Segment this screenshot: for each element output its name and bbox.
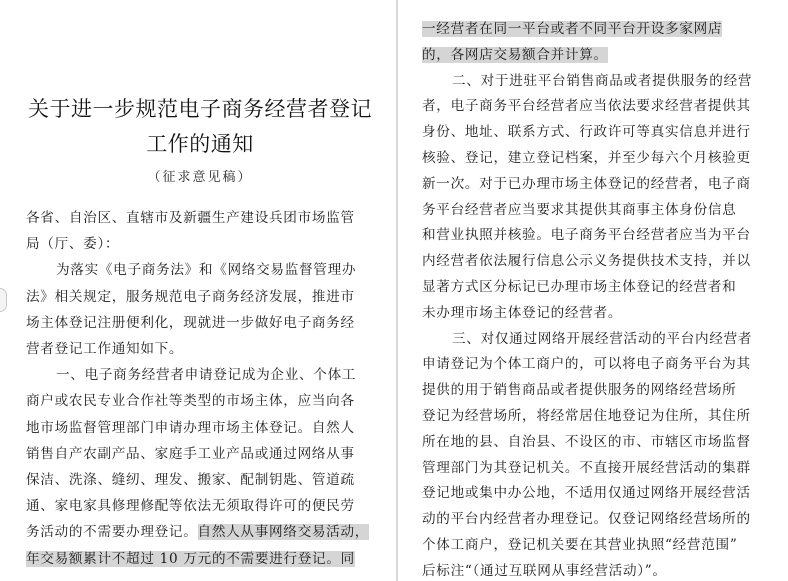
text-line xyxy=(26,519,369,545)
title-line-1: 关于进一步规范电子商务经营者登记 xyxy=(28,97,372,121)
text-line xyxy=(422,274,736,300)
text-line-content: 场主体登记注册便利化，现就进一步做好电子商务经 xyxy=(26,314,355,331)
text-line xyxy=(422,16,722,42)
text-line xyxy=(26,336,183,362)
text-line-content: 各省、自治区、直辖市及新疆生产建设兵团市场监管 xyxy=(26,210,355,226)
text-line-content: 登记为经营场所，将经常居住地登记为住所，其住所 xyxy=(422,408,751,424)
text-line-content: 管理部门为其登记机关。不直接开展经营活动的集群 xyxy=(422,459,751,476)
text-line xyxy=(422,119,751,145)
text-line xyxy=(422,42,608,68)
document-title xyxy=(20,92,380,162)
highlighted-text[interactable]: 的，各网店交易额合并计算。 xyxy=(422,46,608,63)
text-line xyxy=(422,222,751,248)
text-line xyxy=(26,231,119,257)
text-line-content: 登记地或集中办公地，不适用仅通过网络开展经营活 xyxy=(422,485,751,502)
text-line xyxy=(26,441,355,467)
text-line xyxy=(26,493,355,519)
page-edge-handle[interactable] xyxy=(0,288,7,312)
text-line xyxy=(422,558,667,581)
text-line xyxy=(422,171,751,197)
text-line xyxy=(26,205,355,231)
text-line xyxy=(26,284,355,310)
text-line-content: 销售自产农副产品、家庭手工业产品或通过网络从事 xyxy=(26,445,355,462)
text-line-content: 务平台经营者应当要求其提供其商事主体身份信息 xyxy=(422,201,737,218)
text-line xyxy=(26,467,355,493)
text-line-content: 法》相关规定，服务规范电子商务经济发展，推进市 xyxy=(26,288,355,305)
text-line xyxy=(26,388,355,414)
text-line-content: 者，电子商务平台经营者应当依法要求经营者提供其 xyxy=(422,98,751,115)
text-line xyxy=(422,145,751,171)
text-line-content: 为落实《电子商务法》和《网络交易监督管理办 xyxy=(56,262,357,279)
text-line-content: 申请登记为个体工商户的，可以将电子商务平台为其 xyxy=(422,356,751,373)
text-line-content: 未办理市场主体登记的经营者。 xyxy=(422,304,623,321)
text-line xyxy=(422,455,751,481)
text-line xyxy=(422,506,751,532)
text-line xyxy=(422,429,751,455)
text-line xyxy=(26,546,355,572)
text-line-content: 保洁、洗涤、缝纫、理发、搬家、配制钥匙、管道疏 xyxy=(26,472,355,488)
document-subtitle: （征求意见稿） xyxy=(147,170,253,185)
text-line-content: 身份、地址、联系方式、行政许可等真实信息并进行 xyxy=(422,124,751,141)
text-line-content: 个体工商户，登记机关要在其营业执照“经营范围” xyxy=(422,537,738,553)
text-line-content: 核验、登记，建立登记档案，并至少每六个月核验更 xyxy=(422,150,751,166)
text-line-content: 提供的用于销售商品或者提供服务的网络经营场所 xyxy=(422,382,737,399)
text-line-content: 和营业执照并核验。电子商务平台经营者应当为平台 xyxy=(422,227,751,244)
text-line-content: 二、对于进驻平台销售商品或者提供服务的经营 xyxy=(452,72,753,89)
text-line xyxy=(26,310,355,336)
highlighted-text[interactable]: 一经营者在同一平台或者不同平台开设多家网店 xyxy=(422,21,723,37)
text-line xyxy=(422,300,622,326)
text-line-content: 内经营者依法履行信息公示义务提供技术支持，并以 xyxy=(422,253,751,270)
highlighted-text[interactable]: 自然人从事网络交易活动， xyxy=(197,524,370,541)
text-line xyxy=(26,415,355,441)
text-line xyxy=(452,326,752,352)
text-line xyxy=(56,362,356,388)
text-line xyxy=(422,377,736,403)
text-line-content: 务活动的不需要办理登记。 xyxy=(26,524,198,541)
text-line-content: 营者登记工作通知如下。 xyxy=(26,341,184,357)
text-line xyxy=(452,68,752,94)
text-line xyxy=(422,480,751,506)
highlighted-text[interactable]: 年交易额累计不超过 10 万元的不需要进行登记。同 xyxy=(26,550,355,567)
text-line-content: 所在地的县、自治县、不设区的市、市辖区市场监督 xyxy=(422,433,751,450)
right-page xyxy=(398,0,788,581)
text-line xyxy=(422,248,751,274)
text-line xyxy=(422,197,736,223)
text-line-content: 三、对仅通过网络开展经营活动的平台内经营者 xyxy=(452,330,753,347)
text-line-content: 商户或农民专业合作社等类型的市场主体，应当向各 xyxy=(26,393,355,410)
text-line xyxy=(422,532,737,558)
title-line-2: 工作的通知 xyxy=(146,132,254,156)
text-line-content: 通、家电家具修理修配等依法无须取得许可的便民劳 xyxy=(26,498,355,515)
text-line xyxy=(56,257,356,283)
text-line-content: 动的平台内经营者办理登记。仅登记网络经营场所的 xyxy=(422,511,751,528)
text-line-content: 一、电子商务经营者申请登记成为企业、个体工 xyxy=(56,367,357,384)
text-line-content: 新一次。对于已办理市场主体登记的经营者，电子商 xyxy=(422,175,751,192)
text-line-content: 局（厅、委）： xyxy=(26,236,120,253)
text-line xyxy=(422,403,751,429)
text-line xyxy=(422,93,751,119)
text-line xyxy=(422,351,751,377)
text-line-content: 地市场监督管理部门申请办理市场主体登记。自然人 xyxy=(26,419,355,436)
text-line-content: 显著方式区分标记已办理市场主体登记的经营者和 xyxy=(422,279,737,295)
text-line-content: 后标注“（通过互联网从事经营活动）”。 xyxy=(422,562,667,579)
